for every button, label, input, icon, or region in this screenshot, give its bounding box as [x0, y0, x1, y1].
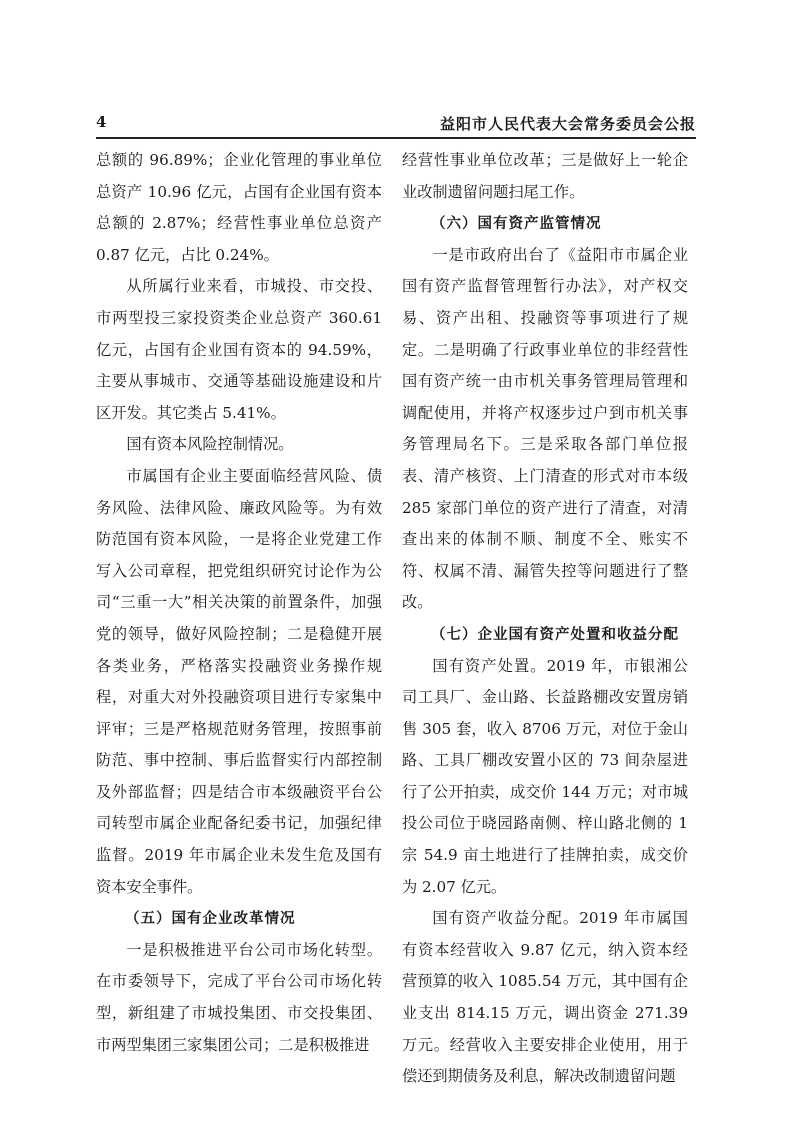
paragraph: 从所属行业来看，市城投、市交投、市两型投三家投资类企业总资产 360.61 亿元，占国有企业国有资本的 94.59%，主要从事城市、交通等基础设施建设和片区开发。其它类占 5.41%。: [96, 277, 382, 422]
paragraph: 总额的 96.89%；企业化管理的事业单位总资产 10.96 亿元，占国有企业国有资本总额的 2.87%；经营性事业单位总资产 0.87 亿元，占比 0.24%。: [96, 151, 382, 264]
paragraph: 一是积极推进平台公司市场化转型。在市委领导下，完成了平台公司市场化转型，新组建了市城投集团、市交投集团、市两型集团三家集团公司；二是积极推进: [96, 940, 382, 1054]
paragraph: 一是市政府出台了《益阳市市属企业国有资产监督管理暂行办法》，对产权交易、资产出租、投融资等事项进行了规定。二是明确了行政事业单位的非经营性国有资产统一由市机关事务管理局管理和调配使用，并将产权逐步过户到市机关事务管理局名下。三是采取各部门单位报表、清产核资、上门清查的形式对市本级 285 家部门单位的资产进行了清查，对清查出来的体制不顺、制度不全、账实不符、权属不清、漏管失控等问题进行了整改。: [402, 245, 688, 612]
right-column: [402, 145, 688, 1093]
section-heading: （七）企业国有资产处置和收益分配: [431, 625, 679, 643]
section-heading: （六）国有资产监管情况: [431, 215, 602, 233]
section-heading: （五）国有企业改革情况: [125, 910, 296, 928]
paragraph: 国有资产收益分配。2019 年市属国有资本经营收入 9.87 亿元，纳入资本经营预算的收入 1085.54 万元，其中国有企业支出 814.15 万元，调出资金 271.39 万元。经营收入主要安排企业使用，用于偿还到期债务及利息，解决改制遗留问题: [402, 909, 688, 1086]
page-header: [96, 113, 696, 135]
paragraph: 经营性事业单位改革；三是做好上一轮企业改制遗留问题扫尾工作。: [402, 151, 688, 201]
journal-title: 益阳市人民代表大会常务委员会公报: [439, 115, 696, 133]
page-number: 4: [96, 113, 107, 131]
paragraph: 国有资产处置。2019 年，市银湘公司工具厂、金山路、长益路棚改安置房销售 305 套，收入 8706 万元，对位于金山路、工具厂棚改安置小区的 73 间杂屋进行了公开拍卖，成交价 144 万元；对市城投公司位于晓园路南侧、梓山路北侧的 1 宗 54.9 亩土地进行了挂牌拍卖，成交价为 2.07 亿元。: [402, 656, 688, 896]
header-rule: [96, 137, 696, 139]
paragraph-heading: 国有资本风险控制情况。: [126, 435, 294, 454]
paragraph: 市属国有企业主要面临经营风险、债务风险、法律风险、廉政风险等。为有效防范国有资本风险，一是将企业党建工作写入公司章程，把党组织研究讨论作为公司“三重一大”相关决策的前置条件，加强党的领导，做好风险控制；二是稳健开展各类业务，严格落实投融资业务操作规程，对重大对外投融资项目进行专家集中评审；三是严格规范财务管理，按照事前防范、事中控制、事后监督实行内部控制及外部监督；四是结合市本级融资平台公司转型市属企业配备纪委书记，加强纪律监督。2019 年市属企业未发生危及国有资本安全事件。: [96, 466, 382, 896]
left-column: [96, 145, 382, 1061]
